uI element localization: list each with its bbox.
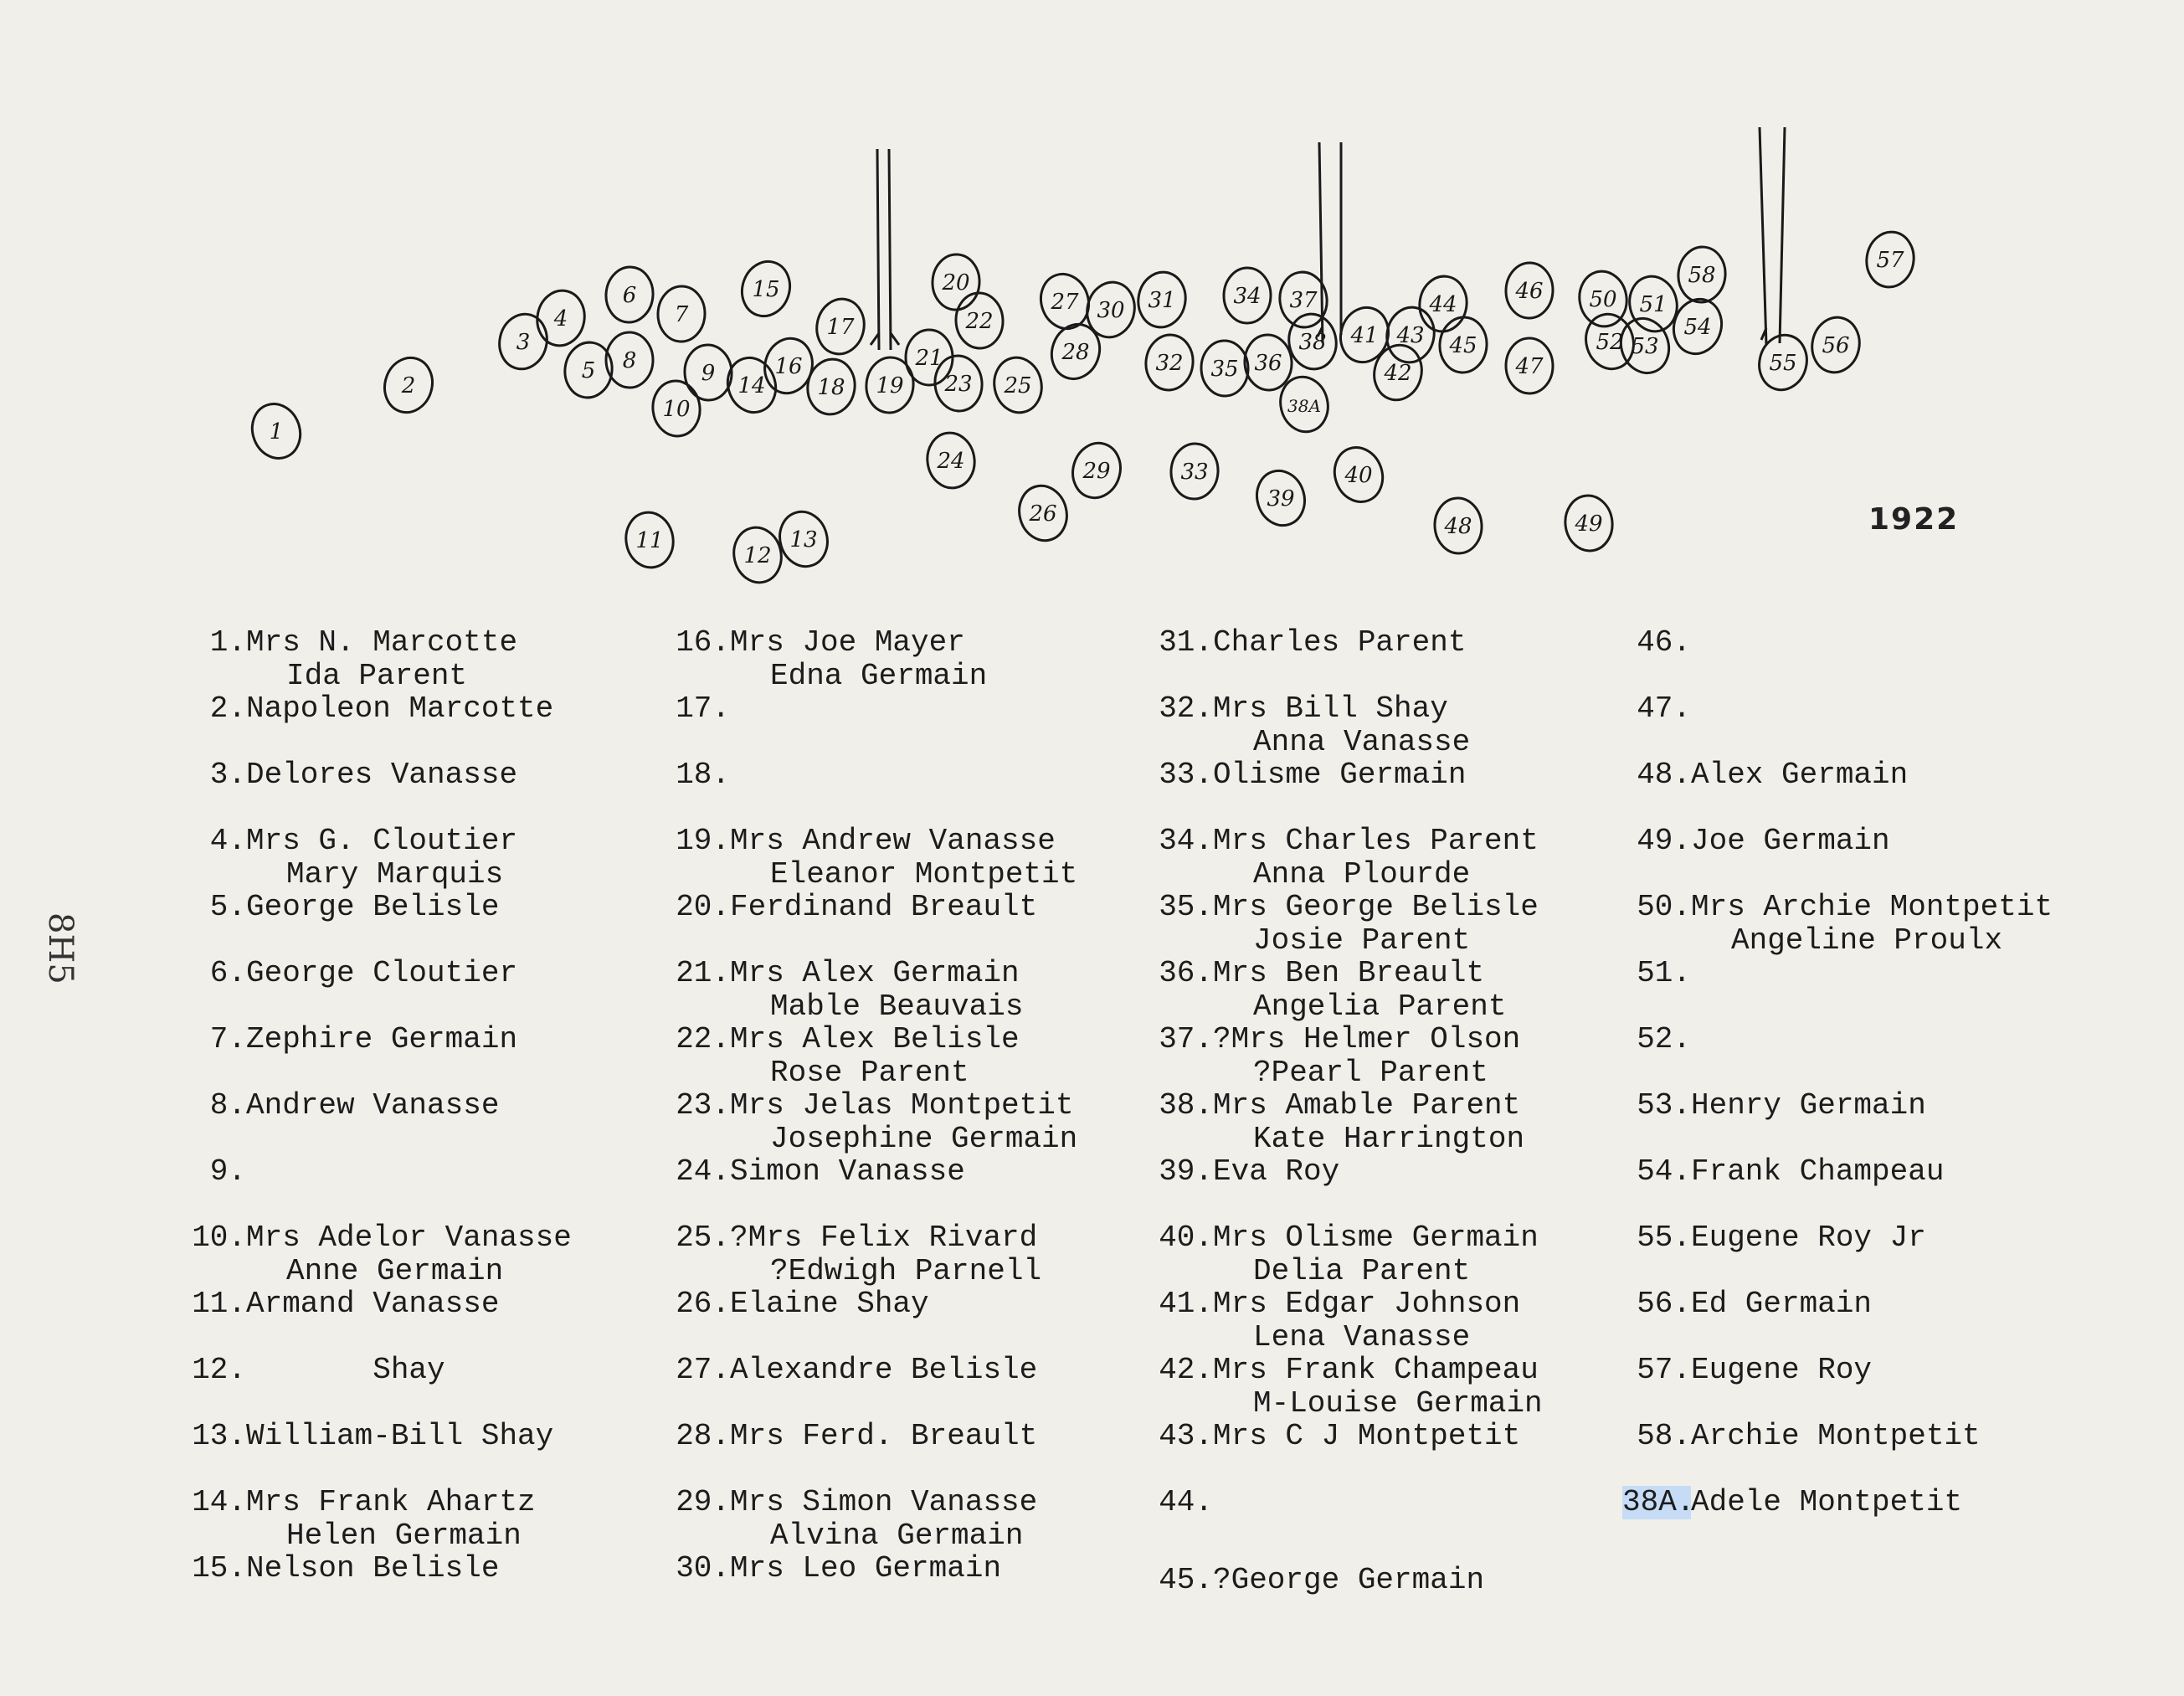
legend-entry — [177, 1221, 572, 1288]
legend-entry — [1622, 891, 2053, 958]
marker-label: 26 — [1029, 501, 1057, 527]
legend-number: 12. — [192, 1353, 246, 1387]
legend-entry — [1144, 1564, 1484, 1597]
legend-number: 23. — [676, 1088, 730, 1123]
legend-entry — [661, 1486, 1037, 1553]
legend-maiden-name: Josie Parent — [1253, 923, 1471, 958]
marker-label: 45 — [1449, 333, 1477, 358]
legend-number: 48. — [1637, 758, 1691, 792]
legend-number: 15. — [192, 1551, 246, 1586]
marker-label: 19 — [876, 373, 904, 398]
legend-entry — [1622, 692, 1731, 726]
legend-name: Charles Parent — [1213, 625, 1467, 660]
legend-entry — [177, 957, 517, 990]
legend-entry — [177, 626, 517, 693]
legend-number: 7. — [209, 1022, 246, 1056]
legend-entry — [177, 1089, 499, 1123]
position-marker — [1505, 262, 1554, 319]
legend-name: Eugene Roy — [1691, 1353, 1873, 1387]
legend-entry — [177, 1486, 536, 1553]
marker-label: 8 — [622, 348, 637, 373]
position-marker — [735, 255, 797, 322]
legend-name: George Belisle — [246, 890, 500, 924]
legend-number: 17. — [676, 691, 730, 726]
position-marker — [622, 509, 678, 572]
legend-number: 1. — [209, 625, 246, 660]
marker-label: 10 — [662, 397, 691, 422]
position-marker — [1066, 438, 1127, 504]
legend-name: Mrs Andrew Vanasse — [730, 824, 1056, 858]
position-marker — [1433, 496, 1483, 555]
legend-entry — [1144, 1089, 1524, 1156]
legend-entry — [1622, 1023, 1731, 1056]
marker-label: 18 — [817, 375, 845, 400]
legend-number: 19. — [676, 824, 730, 858]
legend-entry — [177, 825, 517, 892]
legend-name: Eva Roy — [1213, 1154, 1340, 1189]
legend-entry — [177, 692, 553, 726]
position-marker — [657, 285, 706, 342]
legend-number: 16. — [676, 625, 730, 660]
legend-name: Ed Germain — [1691, 1287, 1873, 1321]
legend-entry — [1144, 1221, 1539, 1288]
marker-label: 17 — [826, 315, 855, 340]
legend-entry — [661, 758, 770, 792]
legend-entry — [1144, 1023, 1520, 1090]
marker-label: 1 — [269, 419, 284, 445]
legend-maiden-name: Eleanor Montpetit — [770, 857, 1078, 892]
legend-number: 55. — [1637, 1221, 1691, 1255]
legend-entry — [661, 1420, 1037, 1453]
legend-name: Napoleon Marcotte — [246, 691, 554, 726]
post-1 — [871, 149, 899, 350]
legend-maiden-name: Angeline Proulx — [1731, 923, 2003, 958]
legend-maiden-name: Ida Parent — [286, 659, 468, 693]
legend-entry — [1622, 626, 1731, 660]
legend-number: 58. — [1637, 1419, 1691, 1453]
position-marker — [378, 352, 439, 418]
legend-number: 24. — [676, 1154, 730, 1189]
position-marker — [1327, 440, 1390, 508]
legend-number: 28. — [676, 1419, 730, 1453]
legend-number: 40. — [1159, 1221, 1213, 1255]
position-marker — [1143, 332, 1196, 393]
legend-name: Mrs Frank Champeau — [1213, 1353, 1539, 1387]
legend-number: 27. — [676, 1353, 730, 1387]
marker-label: 16 — [774, 354, 803, 379]
position-marker — [931, 254, 980, 311]
legend-maiden-name: Delia Parent — [1253, 1254, 1471, 1288]
marker-label: 5 — [581, 358, 596, 383]
position-marker — [1369, 340, 1427, 405]
legend-entry — [661, 1354, 1037, 1387]
marker-label: 56 — [1822, 333, 1850, 358]
marker-label: 3 — [516, 330, 531, 355]
legend-entry — [177, 1155, 286, 1189]
legend-name: Mrs Bill Shay — [1213, 691, 1448, 726]
position-marker — [1223, 268, 1271, 324]
legend-number: 18. — [676, 758, 730, 792]
marker-label: 40 — [1344, 463, 1373, 488]
legend-maiden-name: Lena Vanasse — [1253, 1320, 1471, 1354]
legend-entry — [177, 1354, 445, 1387]
legend-name: Mrs Archie Montpetit — [1691, 890, 2053, 924]
legend-number: 14. — [192, 1485, 246, 1519]
marker-label: 41 — [1350, 323, 1379, 348]
legend-maiden-name: Angelia Parent — [1253, 989, 1507, 1024]
legend-entry — [661, 1552, 1001, 1586]
legend-name: Mrs Edgar Johnson — [1213, 1287, 1521, 1321]
legend-number: 54. — [1637, 1154, 1691, 1189]
legend-number: 3. — [209, 758, 246, 792]
legend-name: Nelson Belisle — [246, 1551, 500, 1586]
position-marker — [1169, 442, 1220, 501]
legend-name: Joe Germain — [1691, 824, 1890, 858]
legend-entry — [1144, 1420, 1520, 1453]
legend-name: Delores Vanasse — [246, 758, 518, 792]
legend-number: 39. — [1159, 1154, 1213, 1189]
legend-entry — [661, 1089, 1077, 1156]
marker-label: 46 — [1515, 279, 1544, 304]
legend-number: 4. — [209, 824, 246, 858]
marker-label: 7 — [674, 302, 689, 327]
position-marker — [989, 353, 1046, 417]
legend-number: 42. — [1159, 1353, 1213, 1387]
legend-number: 41. — [1159, 1287, 1213, 1321]
marker-label: 35 — [1210, 357, 1239, 382]
position-marker — [1505, 338, 1553, 394]
marker-label: 32 — [1155, 351, 1184, 376]
legend-entry — [177, 1287, 499, 1321]
legend-entry — [661, 891, 1037, 924]
marker-label: 53 — [1631, 334, 1659, 359]
marker-label: 23 — [944, 372, 973, 397]
marker-label: 13 — [789, 527, 818, 552]
legend-maiden-name: Anna Plourde — [1253, 857, 1471, 892]
legend-number: 13. — [192, 1419, 246, 1453]
legend-number: 22. — [676, 1022, 730, 1056]
legend-number: 57. — [1637, 1353, 1691, 1387]
legend-name: Mrs Ben Breault — [1213, 956, 1485, 990]
legend-number: 25. — [676, 1221, 730, 1255]
legend-entry — [1144, 957, 1506, 1024]
legend-name: Archie Montpetit — [1691, 1419, 1981, 1453]
position-marker — [1863, 229, 1918, 290]
post-3 — [1760, 127, 1785, 345]
legend-name: Frank Champeau — [1691, 1154, 1945, 1189]
legend-number: 21. — [676, 956, 730, 990]
legend-entry — [1144, 692, 1470, 759]
legend-name: ?Mrs Helmer Olson — [1213, 1022, 1521, 1056]
marker-label: 48 — [1444, 514, 1472, 539]
position-marker — [954, 292, 1004, 350]
marker-label: 31 — [1148, 288, 1176, 313]
legend-number: 6. — [209, 956, 246, 990]
legend-number: 20. — [676, 890, 730, 924]
legend-maiden-name: Rose Parent — [770, 1056, 969, 1090]
catalog-code: 8H5 — [41, 912, 80, 984]
marker-label: 25 — [1004, 373, 1032, 398]
marker-label: 37 — [1289, 288, 1318, 313]
legend-entry — [1622, 1287, 1872, 1321]
legend-name: Simon Vanasse — [730, 1154, 965, 1189]
legend-name: Shay — [246, 1353, 445, 1387]
legend-maiden-name: Edna Germain — [770, 659, 988, 693]
marker-label: 57 — [1876, 248, 1904, 273]
position-marker — [605, 332, 653, 388]
legend-name: Mrs Amable Parent — [1213, 1088, 1521, 1123]
legend-number: 11. — [192, 1287, 246, 1321]
position-marker — [1437, 316, 1489, 375]
legend-name: Alexandre Belisle — [730, 1353, 1038, 1387]
position-marker — [773, 506, 834, 573]
legend-name: Zephire Germain — [246, 1022, 518, 1056]
legend-name: Mrs Leo Germain — [730, 1551, 1002, 1586]
marker-label: 2 — [401, 373, 416, 398]
legend-name: Mrs Jelas Montpetit — [730, 1088, 1074, 1123]
marker-label: 24 — [937, 449, 965, 474]
position-marker — [532, 286, 589, 349]
legend-number: 52. — [1637, 1022, 1691, 1056]
legend-maiden-name: Kate Harrington — [1253, 1122, 1525, 1156]
legend-maiden-name: M-Louise Germain — [1253, 1386, 1543, 1421]
legend-entry — [661, 1023, 1020, 1090]
marker-label: 36 — [1254, 351, 1282, 376]
legend-entry — [1622, 1155, 1944, 1189]
position-marker — [1200, 340, 1249, 397]
marker-label: 14 — [737, 373, 766, 398]
legend-name: George Cloutier — [246, 956, 518, 990]
legend-entry — [1144, 1155, 1339, 1189]
legend-name: Eugene Roy Jr — [1691, 1221, 1926, 1255]
legend-number: 34. — [1159, 824, 1213, 858]
legend-number: 8. — [209, 1088, 246, 1123]
legend-entry — [661, 626, 987, 693]
legend-entry — [661, 692, 770, 726]
legend-entry — [1144, 758, 1466, 792]
marker-label: 52 — [1596, 330, 1624, 355]
legend-name: Mrs Charles Parent — [1213, 824, 1539, 858]
marker-label: 34 — [1233, 284, 1262, 309]
legend-number: 53. — [1637, 1088, 1691, 1123]
legend-entry — [1622, 825, 1890, 858]
legend-name: William-Bill Shay — [246, 1419, 554, 1453]
legend-name: Mrs Simon Vanasse — [730, 1485, 1038, 1519]
legend-name: Mrs Alex Belisle — [730, 1022, 1020, 1056]
marker-label: 51 — [1639, 292, 1668, 317]
legend-entry — [1622, 1486, 1962, 1519]
position-marker — [494, 309, 552, 374]
legend-name: Mrs Frank Ahartz — [246, 1485, 536, 1519]
marker-label: 47 — [1515, 354, 1544, 379]
marker-label: 44 — [1429, 292, 1457, 317]
legend-name: Elaine Shay — [730, 1287, 929, 1321]
marker-label: 39 — [1267, 486, 1295, 511]
marker-label: 29 — [1082, 459, 1111, 484]
legend-number: 56. — [1637, 1287, 1691, 1321]
legend-entry — [1622, 1221, 1926, 1255]
legend-entry — [661, 1287, 929, 1321]
legend-entry — [1144, 626, 1466, 660]
legend-number: 26. — [676, 1287, 730, 1321]
position-marker — [244, 397, 307, 465]
legend-number: 29. — [676, 1485, 730, 1519]
legend-name: Mrs George Belisle — [1213, 890, 1539, 924]
legend-name: Armand Vanasse — [246, 1287, 500, 1321]
position-marker — [1807, 313, 1864, 377]
legend-maiden-name: ?Pearl Parent — [1253, 1056, 1488, 1090]
legend-maiden-name: Anne Germain — [286, 1254, 504, 1288]
position-marker — [923, 429, 979, 491]
legend-number: 31. — [1159, 625, 1213, 660]
legend-entry — [661, 1155, 965, 1189]
legend-name: Mrs Joe Mayer — [730, 625, 965, 660]
marker-label: 9 — [701, 361, 716, 386]
position-marker — [1134, 269, 1190, 331]
legend-name: Mrs Adelor Vanasse — [246, 1221, 572, 1255]
marker-label: 42 — [1384, 361, 1412, 386]
position-marker — [1251, 465, 1312, 531]
marker-label: 4 — [553, 306, 568, 331]
legend-number: 5. — [209, 890, 246, 924]
legend-name: Mrs N. Marcotte — [246, 625, 518, 660]
marker-label: 33 — [1180, 460, 1209, 485]
marker-label: 38A — [1287, 396, 1321, 416]
legend-number: 10. — [192, 1221, 246, 1255]
position-marker — [864, 355, 917, 414]
marker-label: 27 — [1051, 290, 1079, 315]
marker-label: 30 — [1097, 298, 1125, 323]
legend-entry — [177, 758, 517, 792]
legend-entry — [1622, 1089, 1926, 1123]
legend-entry — [177, 1420, 553, 1453]
legend-name: Ferdinand Breault — [730, 890, 1038, 924]
legend-number: 45. — [1159, 1563, 1213, 1597]
legend-entry — [661, 957, 1023, 1024]
legend-entry — [1144, 891, 1539, 958]
position-marker — [1082, 278, 1139, 342]
legend-number: 43. — [1159, 1419, 1213, 1453]
legend-entry — [661, 825, 1077, 892]
legend-name: Mrs Alex Germain — [730, 956, 1020, 990]
legend-number: 37. — [1159, 1022, 1213, 1056]
legend-number: 30. — [676, 1551, 730, 1586]
year-label: 1922 — [1868, 502, 1960, 537]
legend-entry — [177, 1552, 499, 1586]
marker-label: 15 — [752, 277, 780, 302]
marker-label: 11 — [635, 528, 664, 553]
position-marker — [604, 265, 655, 325]
legend-number: 50. — [1637, 890, 1691, 924]
legend-number: 44. — [1159, 1485, 1213, 1519]
position-marker — [1676, 244, 1729, 304]
legend-number: 33. — [1159, 758, 1213, 792]
position-marker — [650, 378, 703, 439]
marker-label: 6 — [622, 283, 637, 308]
legend-name: Adele Montpetit — [1691, 1485, 1963, 1519]
legend-name: Henry Germain — [1691, 1088, 1926, 1123]
legend-entry — [1622, 758, 1908, 792]
legend-entry — [177, 1023, 517, 1056]
marker-label: 21 — [915, 346, 943, 371]
marker-label: 38 — [1298, 330, 1327, 355]
marker-label: 22 — [965, 309, 994, 334]
position-marker — [812, 295, 869, 358]
marker-label: 12 — [743, 543, 772, 568]
legend-entry — [1622, 957, 1731, 990]
legend-number: 46. — [1637, 625, 1691, 660]
legend-entry — [1622, 1354, 1872, 1387]
legend-entry — [1144, 825, 1539, 892]
marker-label: 54 — [1683, 315, 1712, 340]
legend-name: Alex Germain — [1691, 758, 1909, 792]
legend-entry — [661, 1221, 1041, 1288]
legend-name: ?George Germain — [1213, 1563, 1485, 1597]
legend-number: 35. — [1159, 890, 1213, 924]
legend-name: Mrs G. Cloutier — [246, 824, 518, 858]
legend-name: Mrs C J Montpetit — [1213, 1419, 1521, 1453]
legend-name: Andrew Vanasse — [246, 1088, 500, 1123]
legend-maiden-name: Anna Vanasse — [1253, 725, 1471, 759]
legend-number: 9. — [209, 1154, 246, 1189]
legend-number: 38A. — [1622, 1485, 1695, 1519]
legend-number: 51. — [1637, 956, 1691, 990]
legend-maiden-name: Josephine Germain — [770, 1122, 1078, 1156]
legend-entry — [1144, 1287, 1520, 1354]
legend-entry — [1144, 1354, 1543, 1421]
legend-maiden-name: ?Edwigh Parnell — [770, 1254, 1042, 1288]
marker-label: 28 — [1061, 340, 1090, 365]
legend-number: 49. — [1637, 824, 1691, 858]
legend-number: 2. — [209, 691, 246, 726]
legend-number: 47. — [1637, 691, 1691, 726]
position-diagram — [0, 0, 2184, 670]
legend-name: Olisme Germain — [1213, 758, 1467, 792]
position-marker — [1562, 493, 1616, 553]
post-2 — [1318, 142, 1341, 343]
legend-name: ?Mrs Felix Rivard — [730, 1221, 1038, 1255]
marker-label: 55 — [1769, 351, 1797, 376]
marker-label: 43 — [1396, 323, 1425, 348]
position-marker — [1013, 481, 1072, 546]
position-marker — [683, 343, 733, 402]
marker-label: 50 — [1589, 287, 1617, 312]
marker-label: 20 — [942, 270, 970, 296]
legend-number: 38. — [1159, 1088, 1213, 1123]
legend-maiden-name: Alvina Germain — [770, 1519, 1024, 1553]
position-marker — [1275, 372, 1334, 437]
legend-maiden-name: Helen Germain — [286, 1519, 522, 1553]
position-marker — [728, 523, 786, 588]
legend-maiden-name: Mary Marquis — [286, 857, 504, 892]
legend-number: 36. — [1159, 956, 1213, 990]
legend-entry — [177, 891, 499, 924]
marker-label: 49 — [1575, 511, 1603, 537]
legend-name: Mrs Ferd. Breault — [730, 1419, 1038, 1453]
marker-label: 58 — [1688, 263, 1716, 288]
legend-number: 32. — [1159, 691, 1213, 726]
legend-maiden-name: Mable Beauvais — [770, 989, 1024, 1024]
legend-entry — [1622, 1420, 1981, 1453]
legend-entry — [1144, 1486, 1253, 1519]
legend-name: Mrs Olisme Germain — [1213, 1221, 1539, 1255]
